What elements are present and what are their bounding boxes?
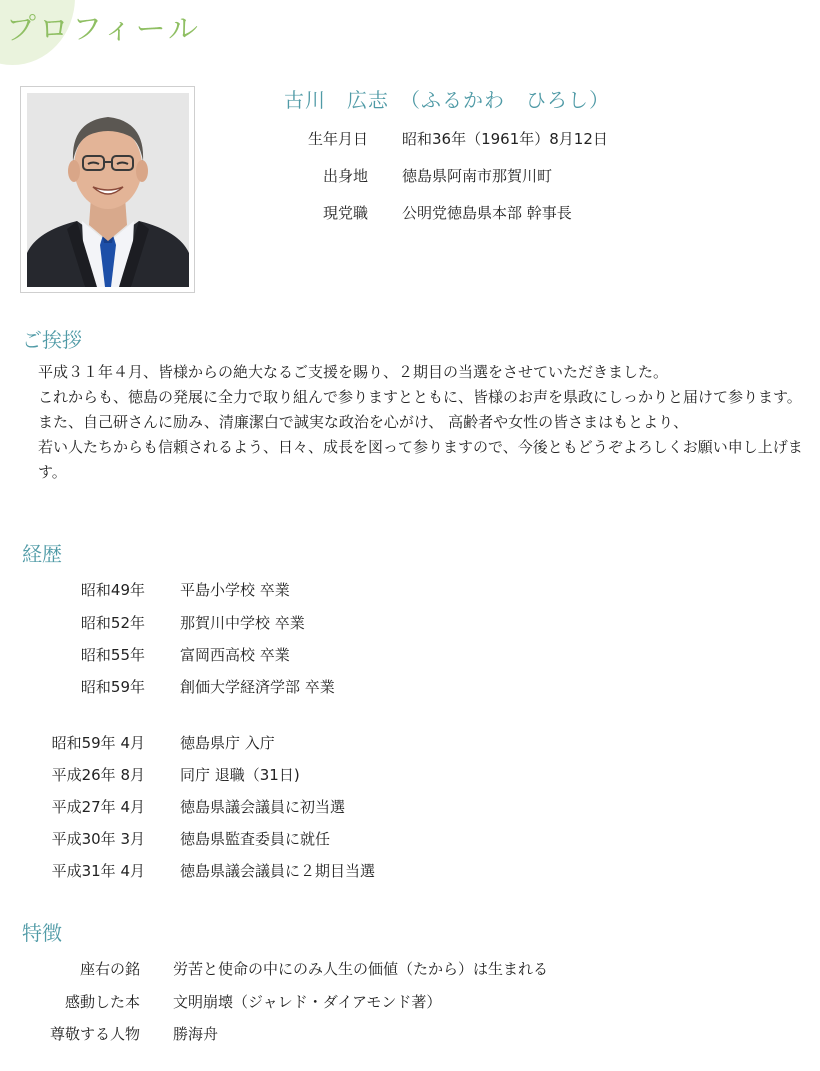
portrait-photo [27, 93, 189, 287]
features-heading: 特徴 [22, 921, 62, 945]
career-row [30, 796, 345, 817]
feature-row-book [20, 991, 441, 1012]
career-row [30, 676, 335, 697]
career-event: 富岡西高校 卒業 [180, 646, 290, 664]
greeting-heading: ご挨拶 [22, 328, 82, 352]
career-year: 昭和55年 [80, 646, 145, 664]
career-row [30, 732, 275, 753]
career-year: 昭和49年 [80, 581, 145, 599]
greeting-line: 平成３１年４月、皆様からの絶大なるご支援を賜り、２期目の当選をさせていただきました。 [38, 363, 669, 381]
career-year: 平成26年 8月 [51, 766, 145, 784]
career-row [30, 764, 300, 785]
career-event: 同庁 退職（31日) [180, 766, 300, 784]
info-value: 徳島県阿南市那賀川町 [402, 167, 553, 185]
page-title: プロフィール [6, 12, 201, 47]
info-row-party-position [286, 202, 572, 223]
feature-label: 座右の銘 [79, 960, 140, 978]
feature-row-respected-person [20, 1023, 218, 1044]
portrait-illustration [27, 93, 189, 287]
info-row-birthdate [286, 128, 608, 149]
career-row [30, 860, 375, 881]
career-year: 昭和59年 4月 [51, 734, 145, 752]
profile-name: 古川 広志 （ふるかわ ひろし） [284, 88, 610, 112]
career-row [30, 644, 290, 665]
info-label: 現党職 [322, 204, 368, 222]
info-label: 出身地 [322, 167, 368, 185]
career-heading: 経歴 [22, 542, 62, 566]
feature-value: 文明崩壊（ジャレド・ダイアモンド著） [173, 993, 442, 1011]
portrait-photo-frame [20, 86, 195, 293]
greeting-line: また、自己研さんに励み、清廉潔白で誠実な政治を心がけ、 高齢者や女性の皆さまはもとより、 [38, 413, 689, 431]
info-row-birthplace [286, 165, 552, 186]
feature-label: 尊敬する人物 [49, 1025, 140, 1043]
greeting-line: 若い人たちからも信頼されるよう、日々、成長を図って参りますので、今後ともどうぞよろしくお願い申し上げます。 [38, 438, 803, 481]
greeting-text [38, 360, 803, 485]
career-row [30, 612, 305, 633]
career-year: 昭和59年 [80, 678, 145, 696]
career-event: 徳島県議会議員に初当選 [180, 798, 346, 816]
feature-value: 労苦と使命の中にのみ人生の価値（たから）は生まれる [173, 960, 549, 978]
feature-label: 感動した本 [64, 993, 140, 1011]
greeting-line: これからも、徳島の発展に全力で取り組んで参りますとともに、皆様のお声を県政にしっかりと届けて参ります。 [38, 388, 802, 406]
career-year: 平成31年 4月 [51, 862, 145, 880]
career-event: 那賀川中学校 卒業 [180, 614, 305, 632]
career-event: 創価大学経済学部 卒業 [180, 678, 335, 696]
info-value: 公明党徳島県本部 幹事長 [402, 204, 572, 222]
career-year: 昭和52年 [80, 614, 145, 632]
career-year: 平成30年 3月 [51, 830, 145, 848]
career-event: 徳島県議会議員に２期目当選 [180, 862, 376, 880]
feature-value: 勝海舟 [173, 1025, 219, 1043]
career-year: 平成27年 4月 [51, 798, 145, 816]
career-row [30, 828, 330, 849]
career-event: 平島小学校 卒業 [180, 581, 290, 599]
info-label: 生年月日 [307, 130, 368, 148]
career-event: 徳島県庁 入庁 [180, 734, 275, 752]
feature-row-motto [20, 958, 548, 979]
career-event: 徳島県監査委員に就任 [180, 830, 331, 848]
info-value: 昭和36年（1961年）8月12日 [402, 130, 608, 148]
career-row [30, 579, 290, 600]
